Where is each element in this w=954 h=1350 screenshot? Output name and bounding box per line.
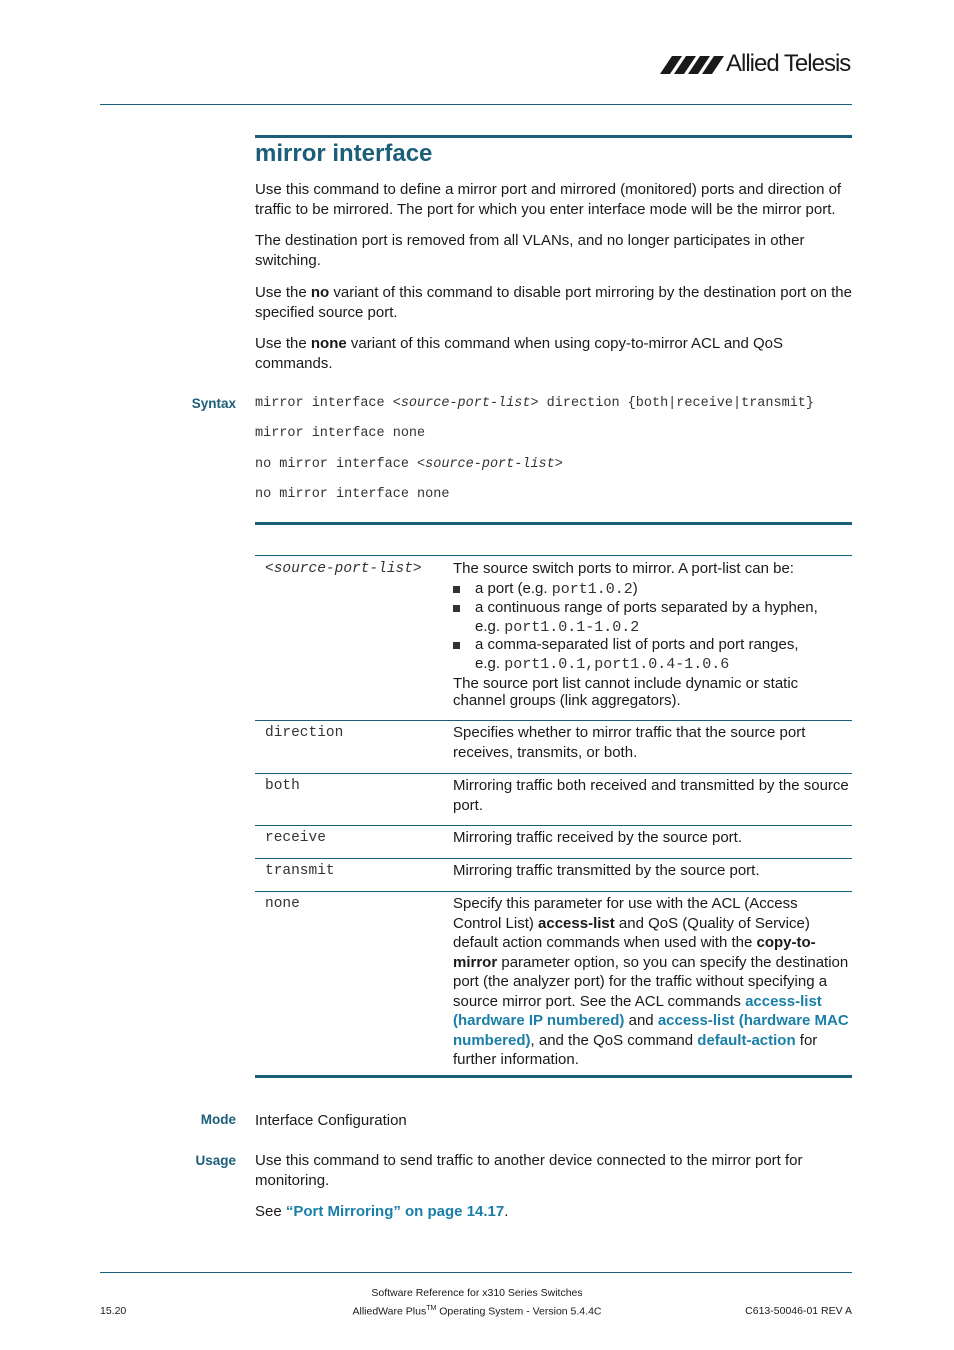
param-desc: Mirroring traffic both received and transmitted by the source port.	[453, 777, 849, 814]
param-desc: The source switch ports to mirror. A port-list can be:	[453, 560, 794, 577]
text: for further information.	[453, 1031, 818, 1068]
text: a continuous range of ports separated by a hyphen,	[475, 599, 818, 616]
text: e.g.	[475, 654, 505, 672]
code: port1.0.1,port1.0.4-1.0.6	[504, 655, 730, 673]
text: See	[255, 1203, 286, 1220]
param-desc: Specifies whether to mirror traffic that the source port receives, transmits, or both.	[453, 724, 806, 761]
text: Operating System - Version 5.4.4C	[436, 1305, 602, 1318]
text: AlliedWare Plus	[352, 1305, 427, 1318]
param-name: receive	[265, 830, 326, 846]
usage-see	[255, 1202, 852, 1222]
text: variant of this command when using copy-to-mirror ACL and QoS commands.	[255, 335, 784, 372]
text: a port (e.g.	[475, 580, 552, 597]
keyword: copy-to-mirror	[453, 934, 816, 971]
mode-text: Interface Configuration	[255, 1112, 407, 1129]
param-name: none	[265, 896, 300, 912]
code: mirror interface	[255, 396, 393, 411]
param-name: direction	[265, 725, 344, 741]
text: Specify this parameter for use with the ACL (Access Control List)	[453, 895, 798, 932]
bullet-icon	[453, 605, 460, 612]
param-name: both	[265, 778, 300, 794]
trademark: TM	[426, 1305, 437, 1312]
keyword: access-list	[538, 914, 615, 932]
page-title: mirror interface	[255, 140, 433, 167]
text: )	[632, 580, 638, 597]
text: variant of this command to disable port mirroring by the destination port on the specified source port.	[255, 284, 852, 321]
text: and QoS (Quality of Service) default action commands when used with the	[453, 914, 810, 951]
table-row-rule	[255, 773, 852, 774]
param: <source-port-list>	[392, 396, 539, 411]
header-rule	[100, 104, 852, 105]
page-number: 15.20	[100, 1305, 127, 1317]
param-name: <source-port-list>	[265, 561, 422, 577]
table-row-rule	[255, 858, 852, 859]
link-port-mirroring[interactable]: “Port Mirroring” on page 14.17	[285, 1203, 505, 1220]
table-row-rule	[255, 720, 852, 721]
intro-paragraph: The destination port is removed from all VLANs, and no longer participates in other switching.	[255, 232, 805, 269]
bullet-icon	[453, 586, 460, 593]
text: e.g.	[475, 617, 505, 635]
param: <source-port-list>	[417, 457, 563, 472]
param-name: transmit	[265, 863, 335, 879]
usage-text: Use this command to send traffic to another device connected to the mirror port for monitoring.	[255, 1152, 803, 1189]
table-header-rule	[255, 555, 852, 556]
allied-telesis-logo	[660, 50, 856, 80]
no-variant-paragraph	[255, 283, 852, 322]
code: port1.0.2	[551, 581, 633, 598]
syntax-label: Syntax	[191, 396, 236, 411]
usage-label: Usage	[195, 1153, 236, 1168]
code: no mirror interface	[255, 457, 418, 472]
table-bottom-rule	[255, 1075, 852, 1078]
syntax-line: mirror interface none	[255, 426, 426, 441]
none-variant-paragraph	[255, 334, 852, 373]
link-access-list-ip[interactable]: access-list (hardware IP numbered)	[453, 992, 822, 1029]
text: , and the QoS command	[530, 1031, 698, 1049]
syntax-line	[255, 457, 563, 472]
intro-paragraph: Use this command to define a mirror port and mirrored (monitored) ports and direction of traffic to be mirrored. The port for which you enter interface mode will be the mirror port.	[255, 181, 842, 218]
text: Use the	[255, 284, 311, 301]
code: direction {both|receive|transmit}	[538, 396, 815, 411]
param-desc	[453, 894, 849, 1070]
doc-number: C613-50046-01 REV A	[745, 1305, 852, 1317]
text: .	[504, 1203, 509, 1220]
keyword: none	[310, 335, 347, 352]
mode-label: Mode	[200, 1112, 236, 1127]
link-default-action[interactable]: default-action	[697, 1031, 796, 1049]
list-item	[453, 599, 849, 637]
link-access-list-mac[interactable]: access-list (hardware MAC numbered)	[453, 1012, 849, 1049]
bullet-icon	[453, 642, 460, 649]
logo-mark-icon	[660, 52, 726, 78]
footer-title: Software Reference for x310 Series Switches	[371, 1287, 583, 1299]
text: and	[624, 1012, 658, 1029]
syntax-line: no mirror interface none	[255, 487, 450, 502]
list-item	[453, 636, 849, 674]
text: a comma-separated list of ports and port ranges,	[475, 636, 799, 653]
code: port1.0.1-1.0.2	[504, 618, 640, 636]
syntax-line	[255, 396, 814, 411]
param-desc: Mirroring traffic received by the source port.	[453, 829, 743, 846]
table-row-rule	[255, 825, 852, 826]
table-top-rule	[255, 522, 852, 525]
title-rule	[255, 135, 852, 138]
text: Use the	[255, 335, 311, 352]
logo-wordmark: Allied Telesis	[726, 50, 851, 77]
footer-rule	[100, 1272, 852, 1273]
text: parameter option, so you can specify the destination port (the analyzer port) for the traffic without specifying a source mirror port. See the ACL commands	[453, 953, 849, 1010]
keyword: no	[310, 284, 330, 301]
param-note: The source port list cannot include dynamic or static channel groups (link aggregators).	[453, 675, 799, 709]
table-row-rule	[255, 891, 852, 892]
list-item	[453, 580, 849, 600]
param-desc: Mirroring traffic transmitted by the source port.	[453, 862, 760, 879]
